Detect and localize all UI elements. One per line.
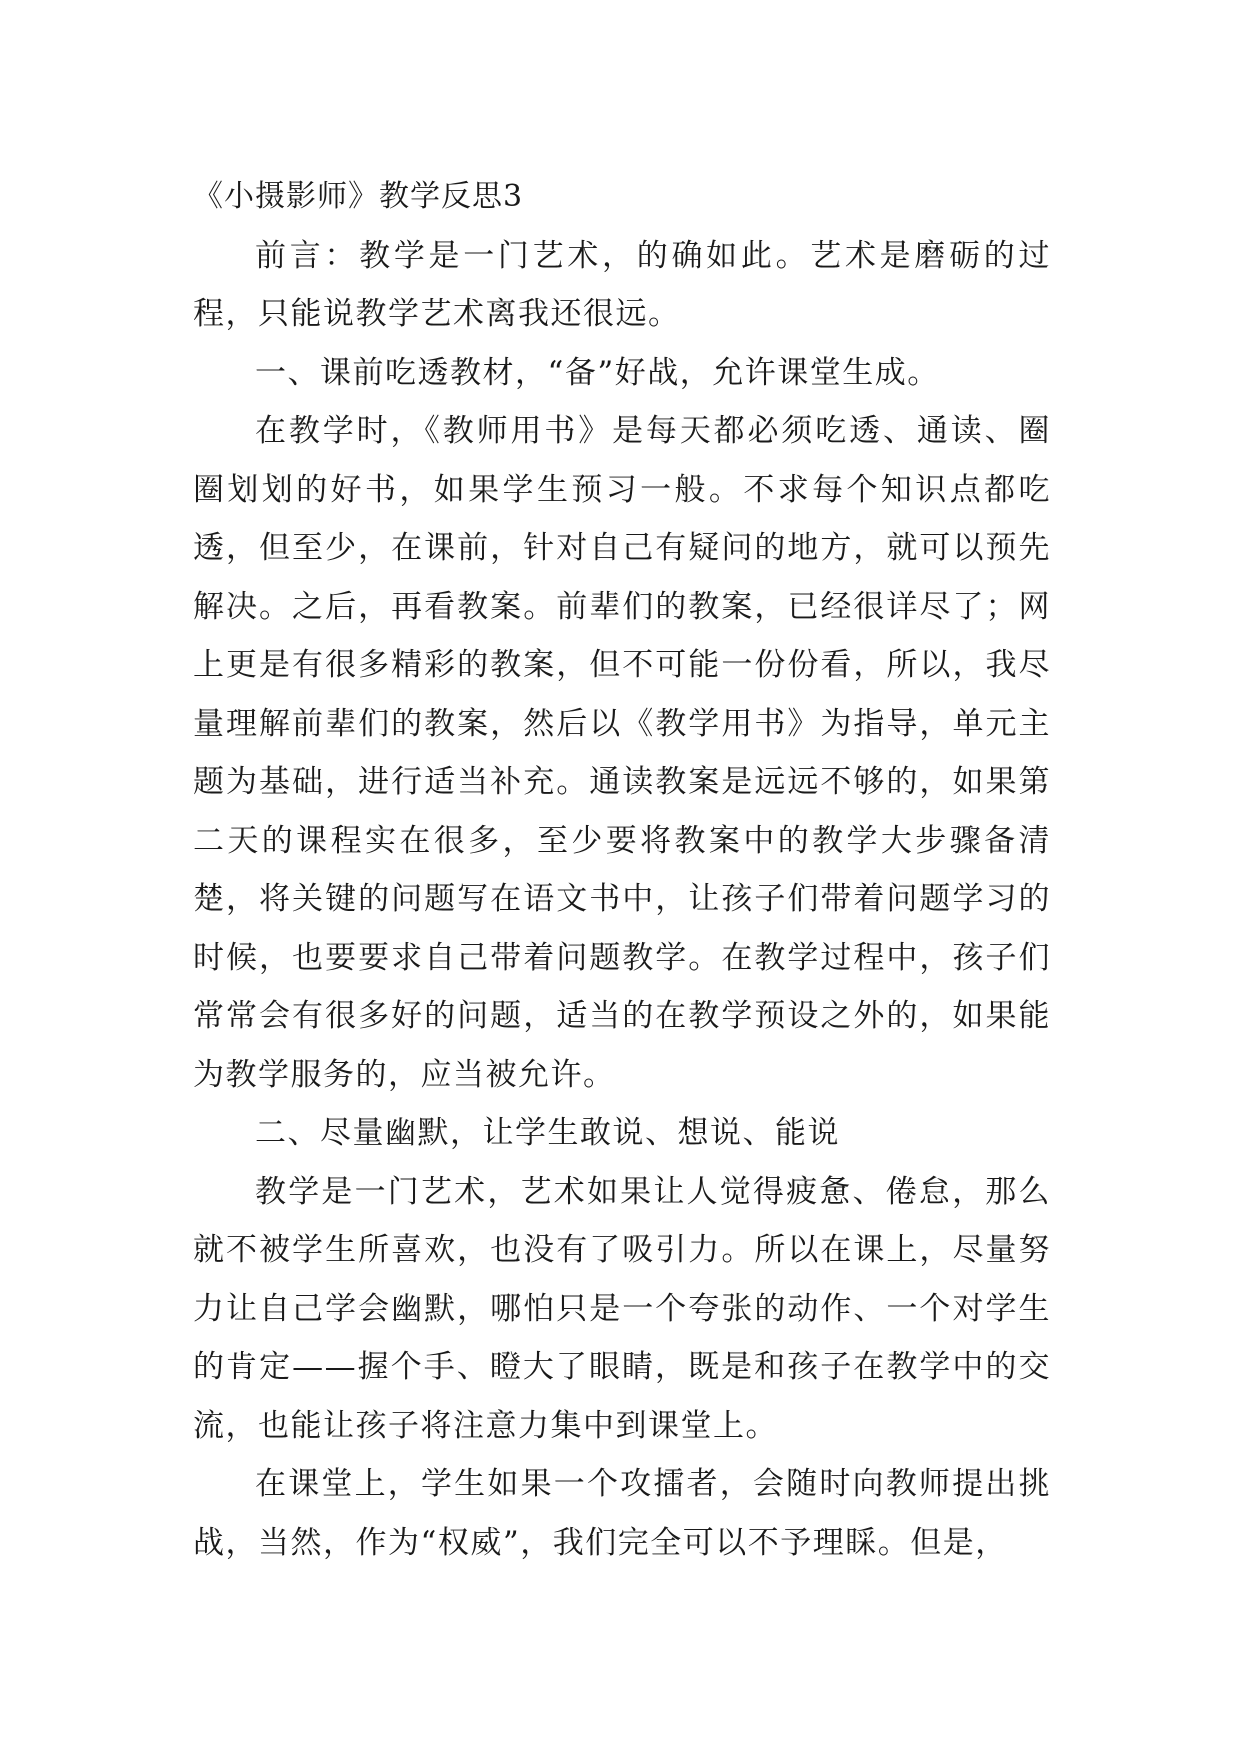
paragraph-preparation: 在教学时，《教师用书》是每天都必须吃透、通读、圈圈划划的好书，如果学生预习一般。不求每个知识点都吃透，但至少，在课前，针对自己有疑问的地方，就可以预先解决。之后，再看教案。前辈们的教案，已经很详尽了；网上更是有很多精彩的教案，但不可能一份份看，所以，我尽量理解前辈们的教案，然后以《教学用书》为指导，单元主题为基础，进行适当补充。通读教案是远远不够的，如果第二天的课程实在很多，至少要将教案中的教学大步骤备清楚，将关键的问题写在语文书中，让孩子们带着问题学习的时候，也要要求自己带着问题教学。在教学过程中，孩子们常常会有很多好的问题，适当的在教学预设之外的，如果能为教学服务的，应当被允许。 [193, 413, 1051, 1093]
document-title: 《小摄影师》教学反思3 [193, 179, 524, 214]
paragraph-humor: 教学是一门艺术，艺术如果让人觉得疲惫、倦怠，那么就不被学生所喜欢，也没有了吸引力。所以在课上，尽量努力让自己学会幽默，哪怕只是一个夸张的动作、一个对学生的肯定——握个手、瞪大了眼睛，既是和孩子在教学中的交流，也能让孩子将注意力集中到课堂上。 [193, 1173, 1051, 1444]
document-body [193, 168, 1051, 1572]
paragraph-preface: 前言：教学是一门艺术，的确如此。艺术是磨砺的过程，只能说教学艺术离我还很远。 [193, 237, 1051, 332]
paragraph-challenger: 在课堂上，学生如果一个攻擂者，会随时向教师提出挑战，当然，作为“权威”，我们完全可以不予理睬。但是， [193, 1466, 1051, 1561]
section-heading-2: 二、尽量幽默，让学生敢说、想说、能说 [255, 1115, 840, 1151]
section-heading-1: 一、课前吃透教材，“备”好战，允许课堂生成。 [255, 354, 940, 391]
